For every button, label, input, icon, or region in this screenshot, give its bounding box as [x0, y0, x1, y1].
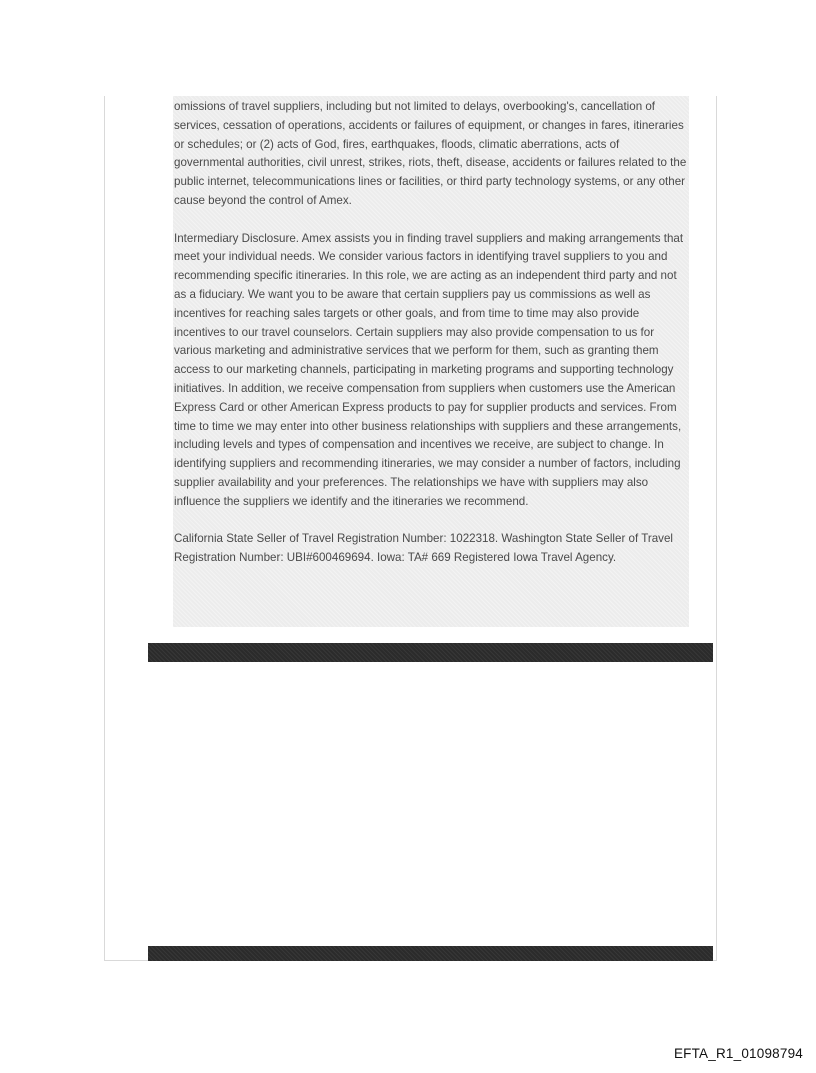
- footer-divider-bar: [148, 643, 713, 662]
- disclosure-text-panel: [173, 96, 689, 627]
- intermediary-disclosure-paragraph: Intermediary Disclosure. Amex assists you in finding travel suppliers and making arrangements that meet your individual needs. We consider various factors in identifying travel suppliers to you and recommending specific itineraries. In this role, we are acting as an independent third party and not as a fiduciary. We want you to be aware that certain suppliers pay us commissions as well as incentives for reaching sales targets or other goals, and from time to time may also provide incentives to our travel counselors. Certain suppliers may also provide compensation to us for various marketing and administrative services that we perform for them, such as granting them access to our marketing channels, participating in marketing programs and supporting technology initiatives. In addition, we receive compensation from suppliers when customers use the American Express Card or other American Express products to pay for supplier products and services. From time to time we may enter into other business relationships with suppliers and these arrangements, including levels and types of compensation and incentives we receive, are subject to change. In identifying suppliers and recommending itineraries, we may consider a number of factors, including supplier availability and your preferences. The relationships we have with suppliers may also influence the suppliers we identify and the itineraries we recommend.: [174, 231, 684, 508]
- bottom-divider-bar: [148, 946, 713, 961]
- liability-paragraph: omissions of travel suppliers, including but not limited to delays, overbooking's, cancellation of services, cessation of operations, accidents or failures of equipment, or changes in fares, itineraries or schedules; or (2) acts of God, fires, earthquakes, floods, climatic aberrations, acts of governmental authorities, civil unrest, strikes, riots, theft, disease, accidents or failures related to the public internet, telecommunications lines or facilities, or third party technology systems, or any other cause beyond the control of Amex.: [174, 100, 687, 207]
- registration-paragraph: California State Seller of Travel Registration Number: 1022318. Washington State Seller of Travel Registration Number: UBI#600469694. Iowa: TA# 669 Registered Iowa Travel Agency.: [174, 532, 674, 565]
- document-id: EFTA_R1_01098794: [673, 1046, 803, 1061]
